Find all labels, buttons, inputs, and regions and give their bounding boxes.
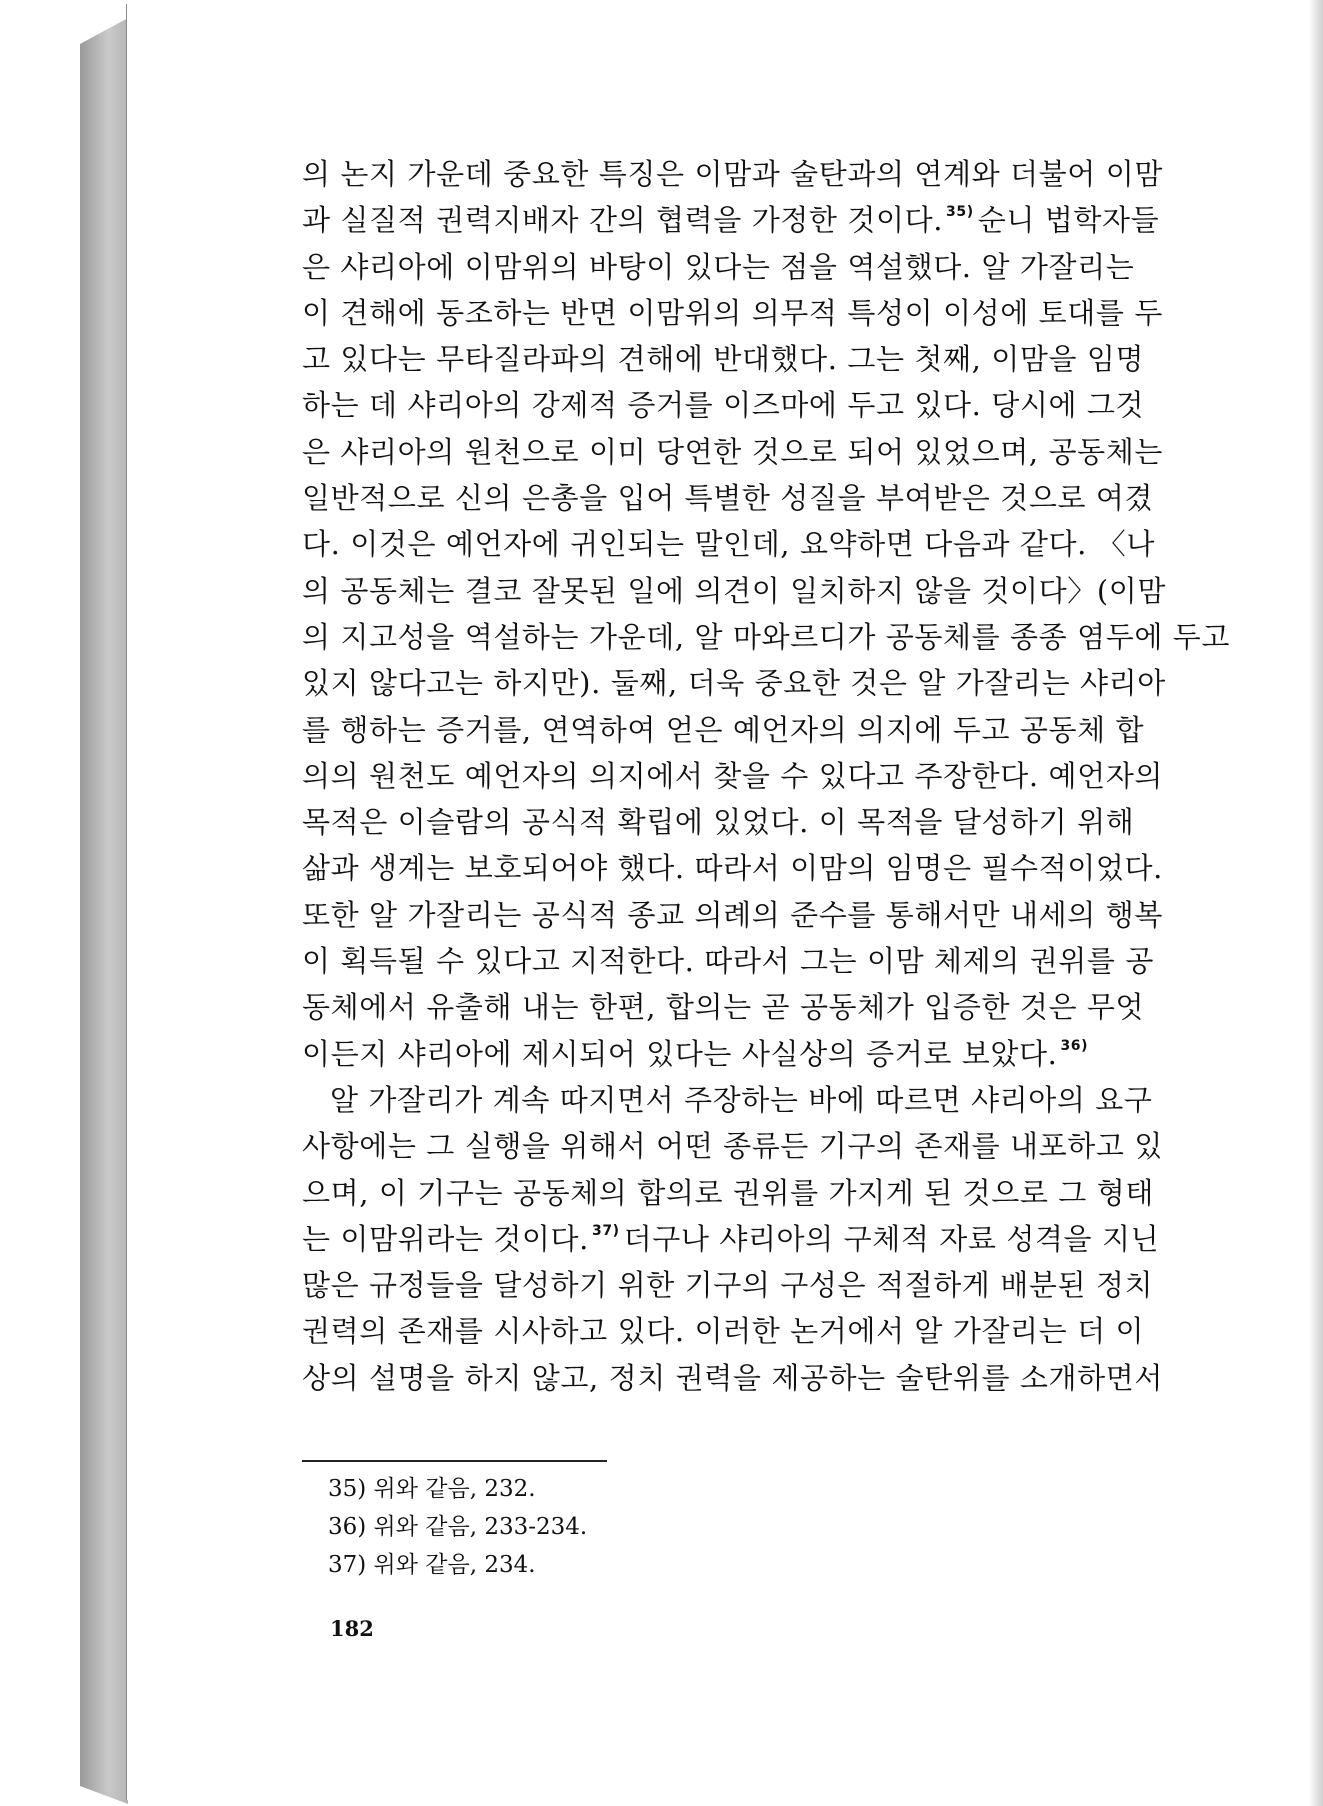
text-line-content: 삶과 생계는 보호되어야 했다. 따라서 이맘의 임명은 필수적이었다. (302, 851, 1163, 886)
text-line-content: 일반적으로 신의 은총을 입어 특별한 성질을 부여받은 것으로 여겼 (302, 481, 1154, 516)
text-line-content: 다. 이것은 예언자에 귀인되는 말인데, 요약하면 다음과 같다. 〈나 (302, 527, 1155, 562)
text-line (302, 1170, 1182, 1216)
text-line-content: 은 샤리아의 원천으로 이미 당연한 것으로 되어 있었으며, 공동체는 (302, 434, 1163, 469)
text-line-content: 의 논지 가운데 중요한 특징은 이맘과 술탄과의 연계와 더불어 이맘 (302, 157, 1163, 191)
text-line-content: 상의 설명을 하지 않고, 정치 권력을 제공하는 술탄위를 소개하면서 (302, 1360, 1163, 1395)
text-line-content: 많은 규정들을 달성하기 위한 기구의 구성은 적절하게 배분된 정치 (302, 1268, 1154, 1303)
text-line (302, 892, 1182, 938)
text-line (302, 614, 1230, 660)
text-line-content: 목적은 이슬람의 공식적 확립에 있었다. 이 목적을 달성하기 위해 (302, 805, 1135, 840)
text-line-content: 이 견해에 동조하는 반면 이맘위의 의무적 특성이 이성에 토대를 두 (302, 295, 1163, 330)
text-line (302, 244, 1182, 290)
text-line (302, 521, 1182, 567)
text-line-content: 는 이맘위라는 것이다. (302, 1221, 589, 1256)
text-line-content: 하는 데 샤리아의 강제적 증거를 이즈마에 두고 있다. 당시에 그것 (302, 388, 1145, 423)
text-line-content: 으며, 이 기구는 공동체의 합의로 권위를 가지게 된 것으로 그 형태 (302, 1175, 1154, 1210)
text-line-content: 고 있다는 무타질라파의 견해에 반대했다. 그는 첫째, 이맘을 임명 (302, 342, 1145, 377)
text-line-content: 의 지고성을 역설하는 가운데, 알 마와르디가 공동체를 종종 염두에 두고 (302, 619, 1230, 654)
body-text (302, 151, 1230, 1401)
text-line (302, 429, 1182, 475)
text-line-content: 과 실질적 권력지배자 간의 협력을 가정한 것이다. (302, 203, 944, 238)
text-line (302, 568, 1182, 614)
text-line (302, 197, 1182, 243)
footnote-marker: 35) (946, 204, 974, 221)
footnotes (328, 1470, 587, 1584)
page-edge-shadow (1309, 0, 1323, 1806)
text-line (302, 1031, 1182, 1077)
text-line (302, 1308, 1182, 1354)
text-line (302, 753, 1182, 799)
footnote-marker: 36) (1060, 1037, 1089, 1054)
text-line (302, 382, 1182, 428)
text-line (302, 660, 1182, 706)
page-number: 182 (330, 1616, 374, 1641)
text-line (302, 938, 1182, 984)
text-line-content: 또한 알 가잘리는 공식적 종교 의례의 준수를 통해서만 내세의 행복 (302, 897, 1163, 932)
text-line (302, 799, 1182, 845)
text-line-continuation: 더구나 샤리아의 구체적 자료 성격을 지닌 (623, 1221, 1160, 1256)
footnote-35: 35) 위와 같음, 232. (328, 1476, 536, 1502)
text-line (302, 336, 1182, 382)
text-line (302, 1262, 1182, 1308)
footnote-marker: 37) (591, 1222, 620, 1239)
text-line-content: 이든지 샤리아에 제시되어 있다는 사실상의 증거로 보았다. (302, 1036, 1058, 1071)
footnote-36: 36) 위와 같음, 233-234. (328, 1514, 588, 1540)
text-line (302, 1355, 1182, 1401)
footnote-rule (302, 1460, 607, 1462)
text-line-continuation: 순니 법학자들 (977, 203, 1160, 238)
text-line (302, 707, 1182, 753)
text-line-content: 알 가잘리가 계속 따지면서 주장하는 바에 따르면 샤리아의 요구 (330, 1082, 1153, 1117)
text-line (302, 151, 1182, 197)
text-line-content: 를 행하는 증거를, 연역하여 얻은 예언자의 의지에 두고 공동체 합 (302, 712, 1145, 747)
text-line-content: 사항에는 그 실행을 위해서 어떤 종류든 기구의 존재를 내포하고 있 (302, 1129, 1163, 1164)
text-line-content: 의의 원천도 예언자의 의지에서 찾을 수 있다고 주장한다. 예언자의 (302, 758, 1163, 793)
text-line (302, 290, 1182, 336)
text-line (302, 845, 1182, 891)
text-line-content: 있지 않다고는 하지만). 둘째, 더욱 중요한 것은 알 가잘리는 샤리아 (302, 666, 1166, 701)
text-line-content: 권력의 존재를 시사하고 있다. 이러한 논거에서 알 가잘리는 더 이 (302, 1314, 1145, 1349)
book-edge (80, 18, 128, 1804)
text-line (302, 1077, 1182, 1123)
text-line (302, 475, 1182, 521)
text-line-content: 이 획득될 수 있다고 지적한다. 따라서 그는 이맘 체제의 권위를 공 (302, 944, 1154, 979)
text-line-content: 의 공동체는 결코 잘못된 일에 의견이 일치하지 않을 것이다〉(이맘 (302, 573, 1167, 608)
text-line (302, 1123, 1182, 1169)
footnote-37: 37) 위와 같음, 234. (328, 1552, 536, 1578)
text-line-content: 은 샤리아에 이맘위의 바탕이 있다는 점을 역설했다. 알 가잘리는 (302, 249, 1135, 284)
text-line (302, 984, 1182, 1030)
text-line (302, 1216, 1182, 1262)
text-line-content: 동체에서 유출해 내는 한편, 합의는 곧 공동체가 입증한 것은 무엇 (302, 990, 1145, 1025)
